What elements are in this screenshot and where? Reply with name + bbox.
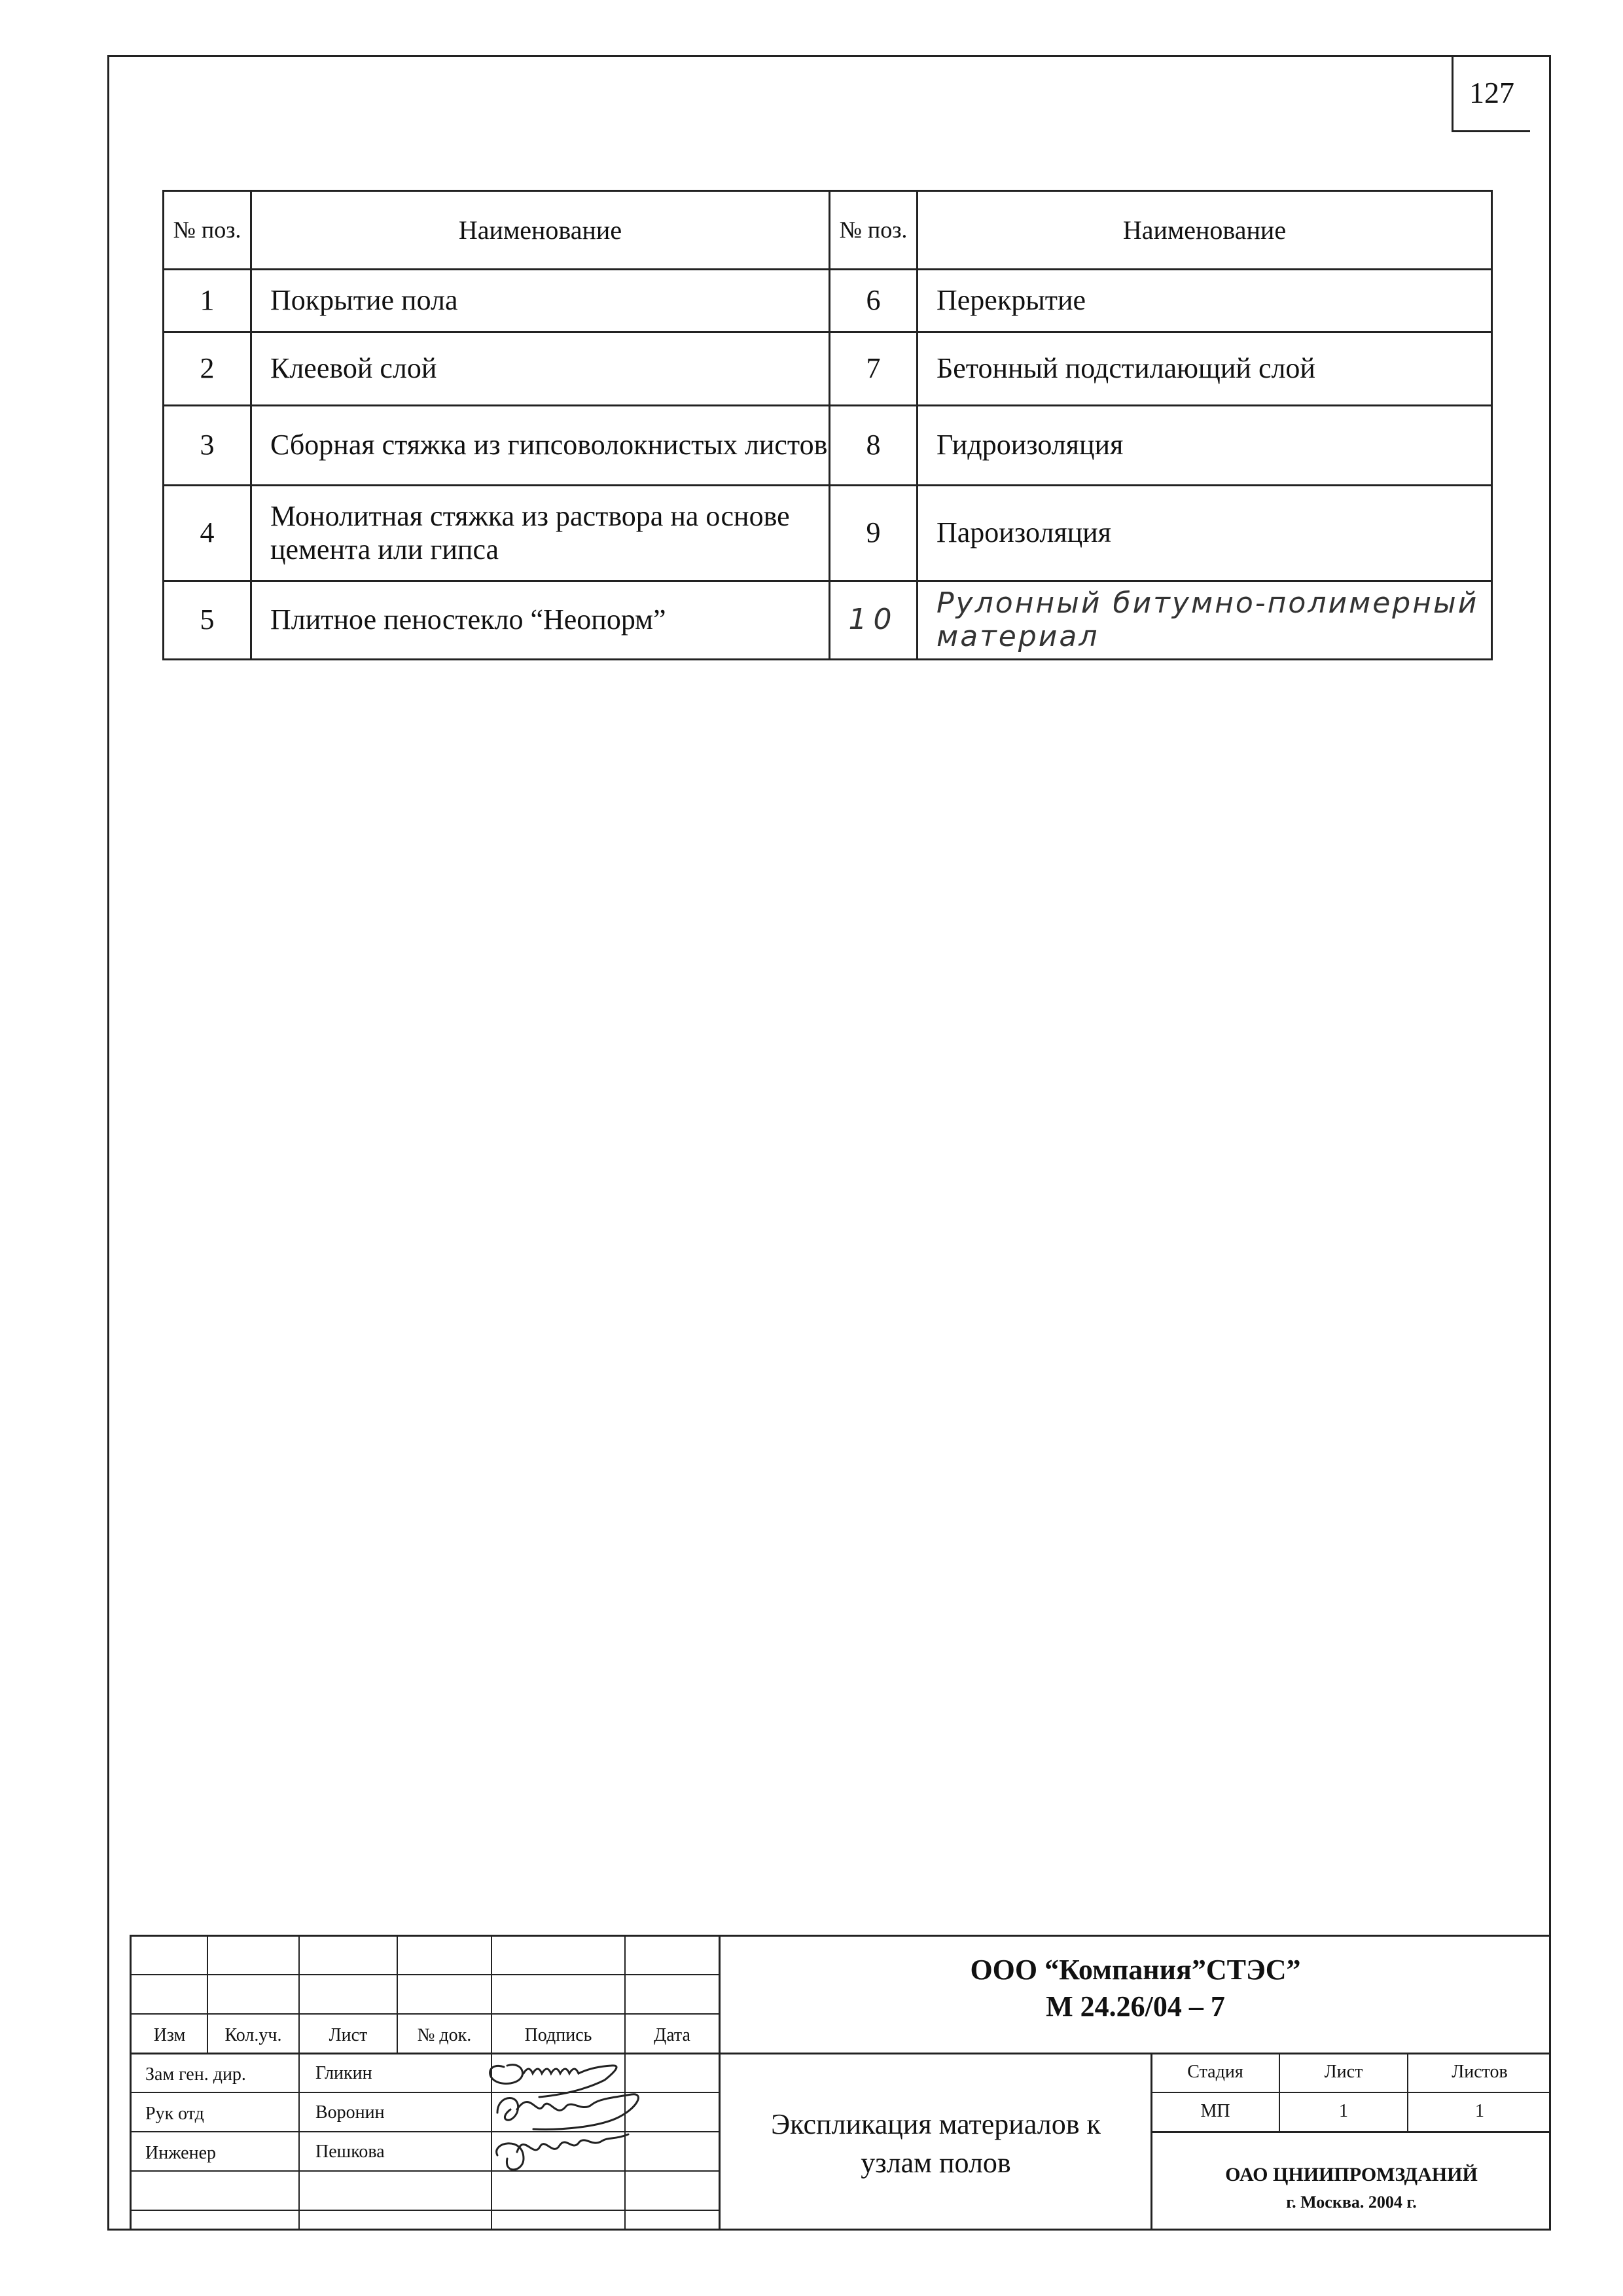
row-num: 2: [164, 332, 251, 406]
row-name: Гидроизоляция: [918, 406, 1492, 486]
row-num: 3: [164, 406, 251, 486]
col-date: Дата: [654, 2025, 690, 2045]
header-name-left: Наименование: [251, 191, 830, 270]
sheets-label: Листов: [1452, 2062, 1508, 2082]
organization-city-year: г. Москва. 2004 г.: [1286, 2193, 1417, 2212]
table-row: [164, 581, 1492, 660]
row-name: Клеевой слой: [251, 332, 830, 406]
organization-name: ОАО ЦНИИПРОМЗДАНИЙ: [1225, 2164, 1478, 2185]
col-list: Лист: [329, 2025, 368, 2045]
row-num: 5: [164, 581, 251, 660]
row-name: Покрытие пола: [251, 270, 830, 332]
name-engineer: Пешкова: [315, 2142, 385, 2162]
name-deputy-director: Гликин: [315, 2063, 372, 2083]
materials-table: [162, 190, 1493, 660]
row-name-handwritten: Рулонный битумно-полимерный материал: [918, 581, 1492, 660]
col-doc-no: № док.: [417, 2025, 472, 2045]
table-header-row: [164, 191, 1492, 270]
row-name: Монолитная стяжка из раствора на основе цемента или гипса: [251, 486, 830, 581]
row-num: 6: [830, 270, 918, 332]
col-signature: Подпись: [524, 2025, 592, 2045]
table-row: [164, 332, 1492, 406]
sheet-number: 127: [1452, 55, 1530, 132]
row-name: Пароизоляция: [918, 486, 1492, 581]
stage-label: Стадия: [1187, 2062, 1243, 2082]
col-izm: Изм: [153, 2025, 186, 2045]
table-row: [164, 406, 1492, 486]
row-num-handwritten: 10: [830, 581, 918, 660]
sheet-value: 1: [1339, 2101, 1348, 2121]
role-engineer: Инженер: [145, 2143, 217, 2163]
col-kol-uch: Кол.уч.: [224, 2025, 282, 2045]
company-name: ООО “Компания”СТЭС”: [970, 1954, 1301, 1986]
signature-scribbles: [478, 2047, 687, 2191]
table-row: [164, 486, 1492, 581]
header-name-right: Наименование: [918, 191, 1492, 270]
sheet-label: Лист: [1324, 2062, 1363, 2082]
row-num: 7: [830, 332, 918, 406]
row-name: Перекрытие: [918, 270, 1492, 332]
header-num-left: № поз.: [164, 191, 251, 270]
header-num-right: № поз.: [830, 191, 918, 270]
row-num: 9: [830, 486, 918, 581]
table-row: [164, 270, 1492, 332]
document-code: М 24.26/04 – 7: [1046, 1990, 1225, 2022]
document-title: Экспликация материалов к узлам полов: [771, 2108, 1101, 2179]
row-name: Плитное пеностекло “Неопорм”: [251, 581, 830, 660]
stage-value: МП: [1200, 2101, 1230, 2121]
row-name: Сборная стяжка из гипсоволокнистых листов: [251, 406, 830, 486]
row-name: Бетонный подстилающий слой: [918, 332, 1492, 406]
name-dept-head: Воронин: [315, 2102, 385, 2123]
row-num: 1: [164, 270, 251, 332]
row-num: 4: [164, 486, 251, 581]
row-num: 8: [830, 406, 918, 486]
sheets-value: 1: [1475, 2101, 1484, 2121]
role-dept-head: Рук отд: [145, 2104, 204, 2124]
role-deputy-director: Зам ген. дир.: [145, 2064, 246, 2085]
